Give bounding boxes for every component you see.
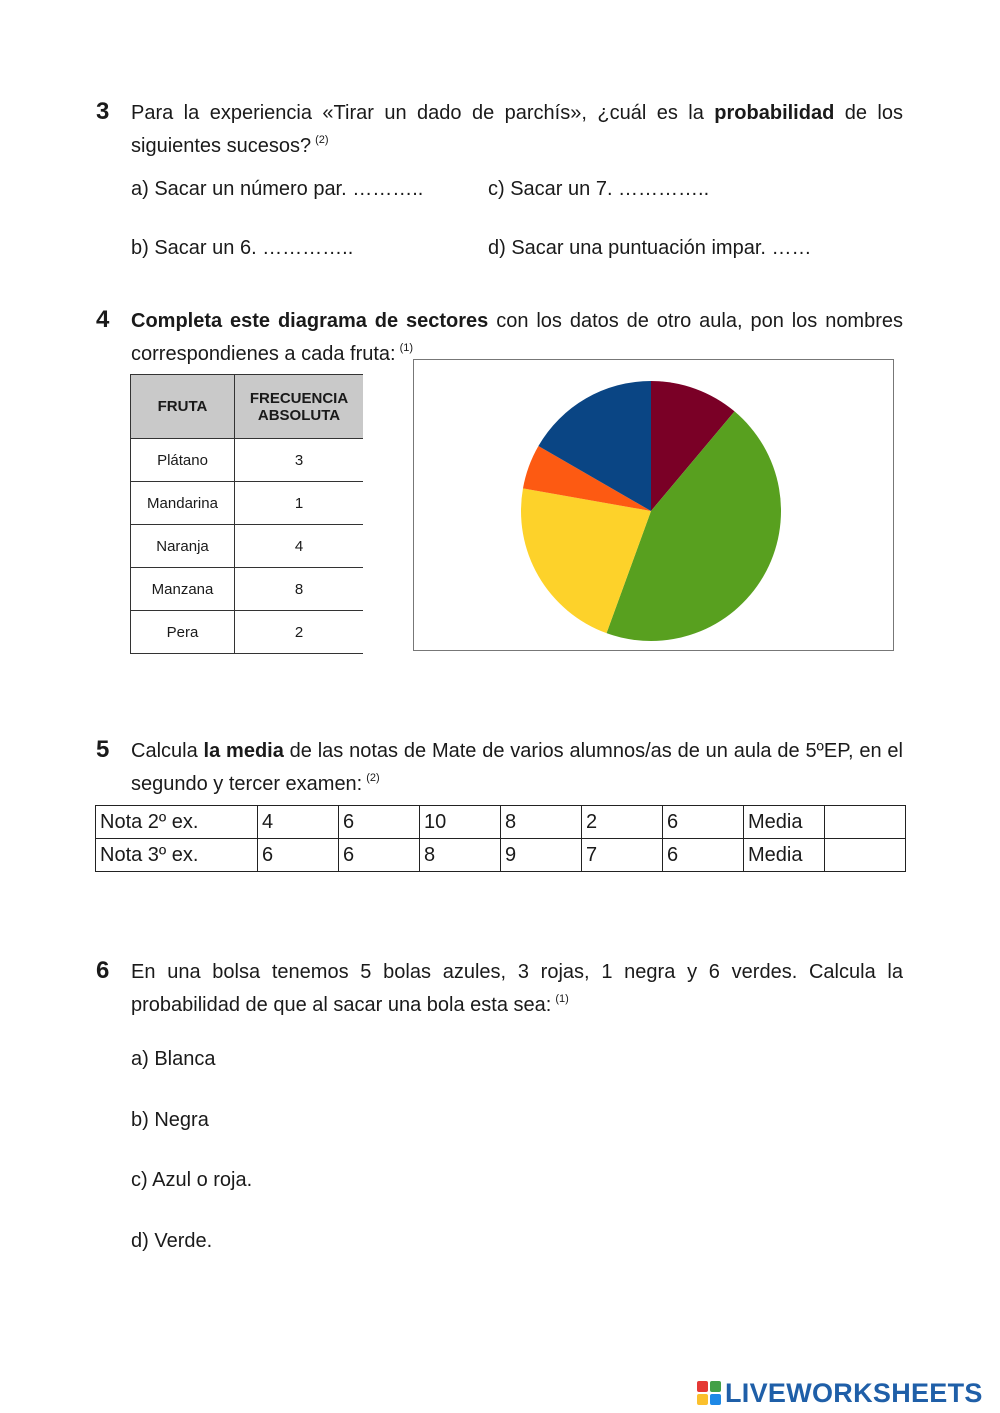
fruit-frequency-table [130, 374, 363, 654]
grade-cell: 2 [582, 806, 663, 839]
grade-cell: 8 [501, 806, 582, 839]
header-fruit: FRUTA [131, 375, 235, 439]
grade-cell: 8 [420, 839, 501, 872]
grade-cell: 10 [420, 806, 501, 839]
table-row [96, 806, 906, 839]
q3-option-a: a) Sacar un número par. ……….. [131, 178, 424, 200]
question-5-text [131, 738, 903, 798]
q6-option-a: a) Blanca [131, 1048, 216, 1070]
pie-chart-frame [413, 359, 894, 651]
header-frequency-line-2: ABSOLUTA [257, 406, 341, 424]
question-5-number: 5 [96, 736, 110, 763]
question-3-text-end: de los siguientes sucesos? [131, 102, 903, 157]
logo-square [697, 1381, 708, 1392]
question-6-text [131, 959, 903, 1019]
fruit-name: Manzana [131, 568, 235, 611]
question-4-bold: Completa este diagrama de sectores [131, 310, 489, 332]
question-3-text-start: Para la experiencia «Tirar un dado de parchís», ¿cuál es la [131, 102, 715, 124]
question-3-bold: probabilidad [714, 102, 835, 124]
row-label: Nota 2º ex. [96, 806, 258, 839]
question-3-text [131, 100, 903, 160]
question-3-number: 3 [96, 98, 110, 125]
logo-text: LIVEWORKSHEETS [725, 1377, 983, 1408]
grades-table [95, 805, 906, 872]
q6-option-c: c) Azul o roja. [131, 1169, 253, 1191]
fruit-frequency: 3 [235, 439, 364, 482]
q6-option-d: d) Verde. [131, 1230, 213, 1252]
media-answer-cell[interactable] [825, 806, 906, 839]
fruit-frequency: 1 [235, 482, 364, 525]
fruit-frequency: 8 [235, 568, 364, 611]
logo-icon [697, 1381, 721, 1405]
table-row [131, 525, 364, 568]
grade-cell: 6 [663, 806, 744, 839]
table-row [131, 568, 364, 611]
question-5-text-start: Calcula [131, 740, 204, 762]
pie-chart [414, 360, 893, 650]
question-5-bold: la media [203, 740, 284, 762]
table-row [96, 839, 906, 872]
question-5-points: (2) [366, 772, 380, 784]
table-row [131, 439, 364, 482]
question-5-text-end: de las notas de Mate de varios alumnos/as de un aula de 5ºEP, en el segundo y tercer examen: [131, 740, 903, 795]
fruit-frequency: 4 [235, 525, 364, 568]
header-frequency-line-1: FRECUENCIA [249, 389, 349, 407]
grade-cell: 9 [501, 839, 582, 872]
fruit-name: Mandarina [131, 482, 235, 525]
grade-cell: 6 [663, 839, 744, 872]
grade-cell: 6 [339, 806, 420, 839]
fruit-frequency: 2 [235, 611, 364, 654]
logo-square [697, 1394, 708, 1405]
fruit-name: Pera [131, 611, 235, 654]
question-4-points: (1) [399, 342, 414, 354]
question-4-number: 4 [96, 306, 110, 333]
question-4-text-end: con los datos de otro aula, pon los nombres correspondienes a cada fruta: [131, 310, 904, 365]
question-3-points: (2) [315, 134, 329, 146]
question-6-number: 6 [96, 957, 110, 984]
row-label: Nota 3º ex. [96, 839, 258, 872]
media-label: Media [744, 839, 825, 872]
media-label: Media [744, 806, 825, 839]
grade-cell: 7 [582, 839, 663, 872]
q3-option-b: b) Sacar un 6. ………….. [131, 237, 354, 259]
question-6-text-body: En una bolsa tenemos 5 bolas azules, 3 rojas, 1 negra y 6 verdes. Calcula la probabilidad de que al sacar una bola esta sea: [131, 961, 903, 1016]
header-frequency [235, 375, 364, 439]
fruit-name: Naranja [131, 525, 235, 568]
grade-cell: 4 [258, 806, 339, 839]
table-row [131, 611, 364, 654]
fruit-name: Plátano [131, 439, 235, 482]
q3-option-d: d) Sacar una puntuación impar. …… [488, 237, 812, 259]
liveworksheets-logo[interactable] [697, 1377, 983, 1409]
grade-cell: 6 [339, 839, 420, 872]
grade-cell: 6 [258, 839, 339, 872]
question-6-points: (1) [555, 993, 569, 1005]
q6-option-b: b) Negra [131, 1109, 209, 1131]
media-answer-cell[interactable] [825, 839, 906, 872]
logo-square [710, 1381, 721, 1392]
logo-square [710, 1394, 721, 1405]
table-row [131, 482, 364, 525]
q3-option-c: c) Sacar un 7. ………….. [488, 178, 710, 200]
